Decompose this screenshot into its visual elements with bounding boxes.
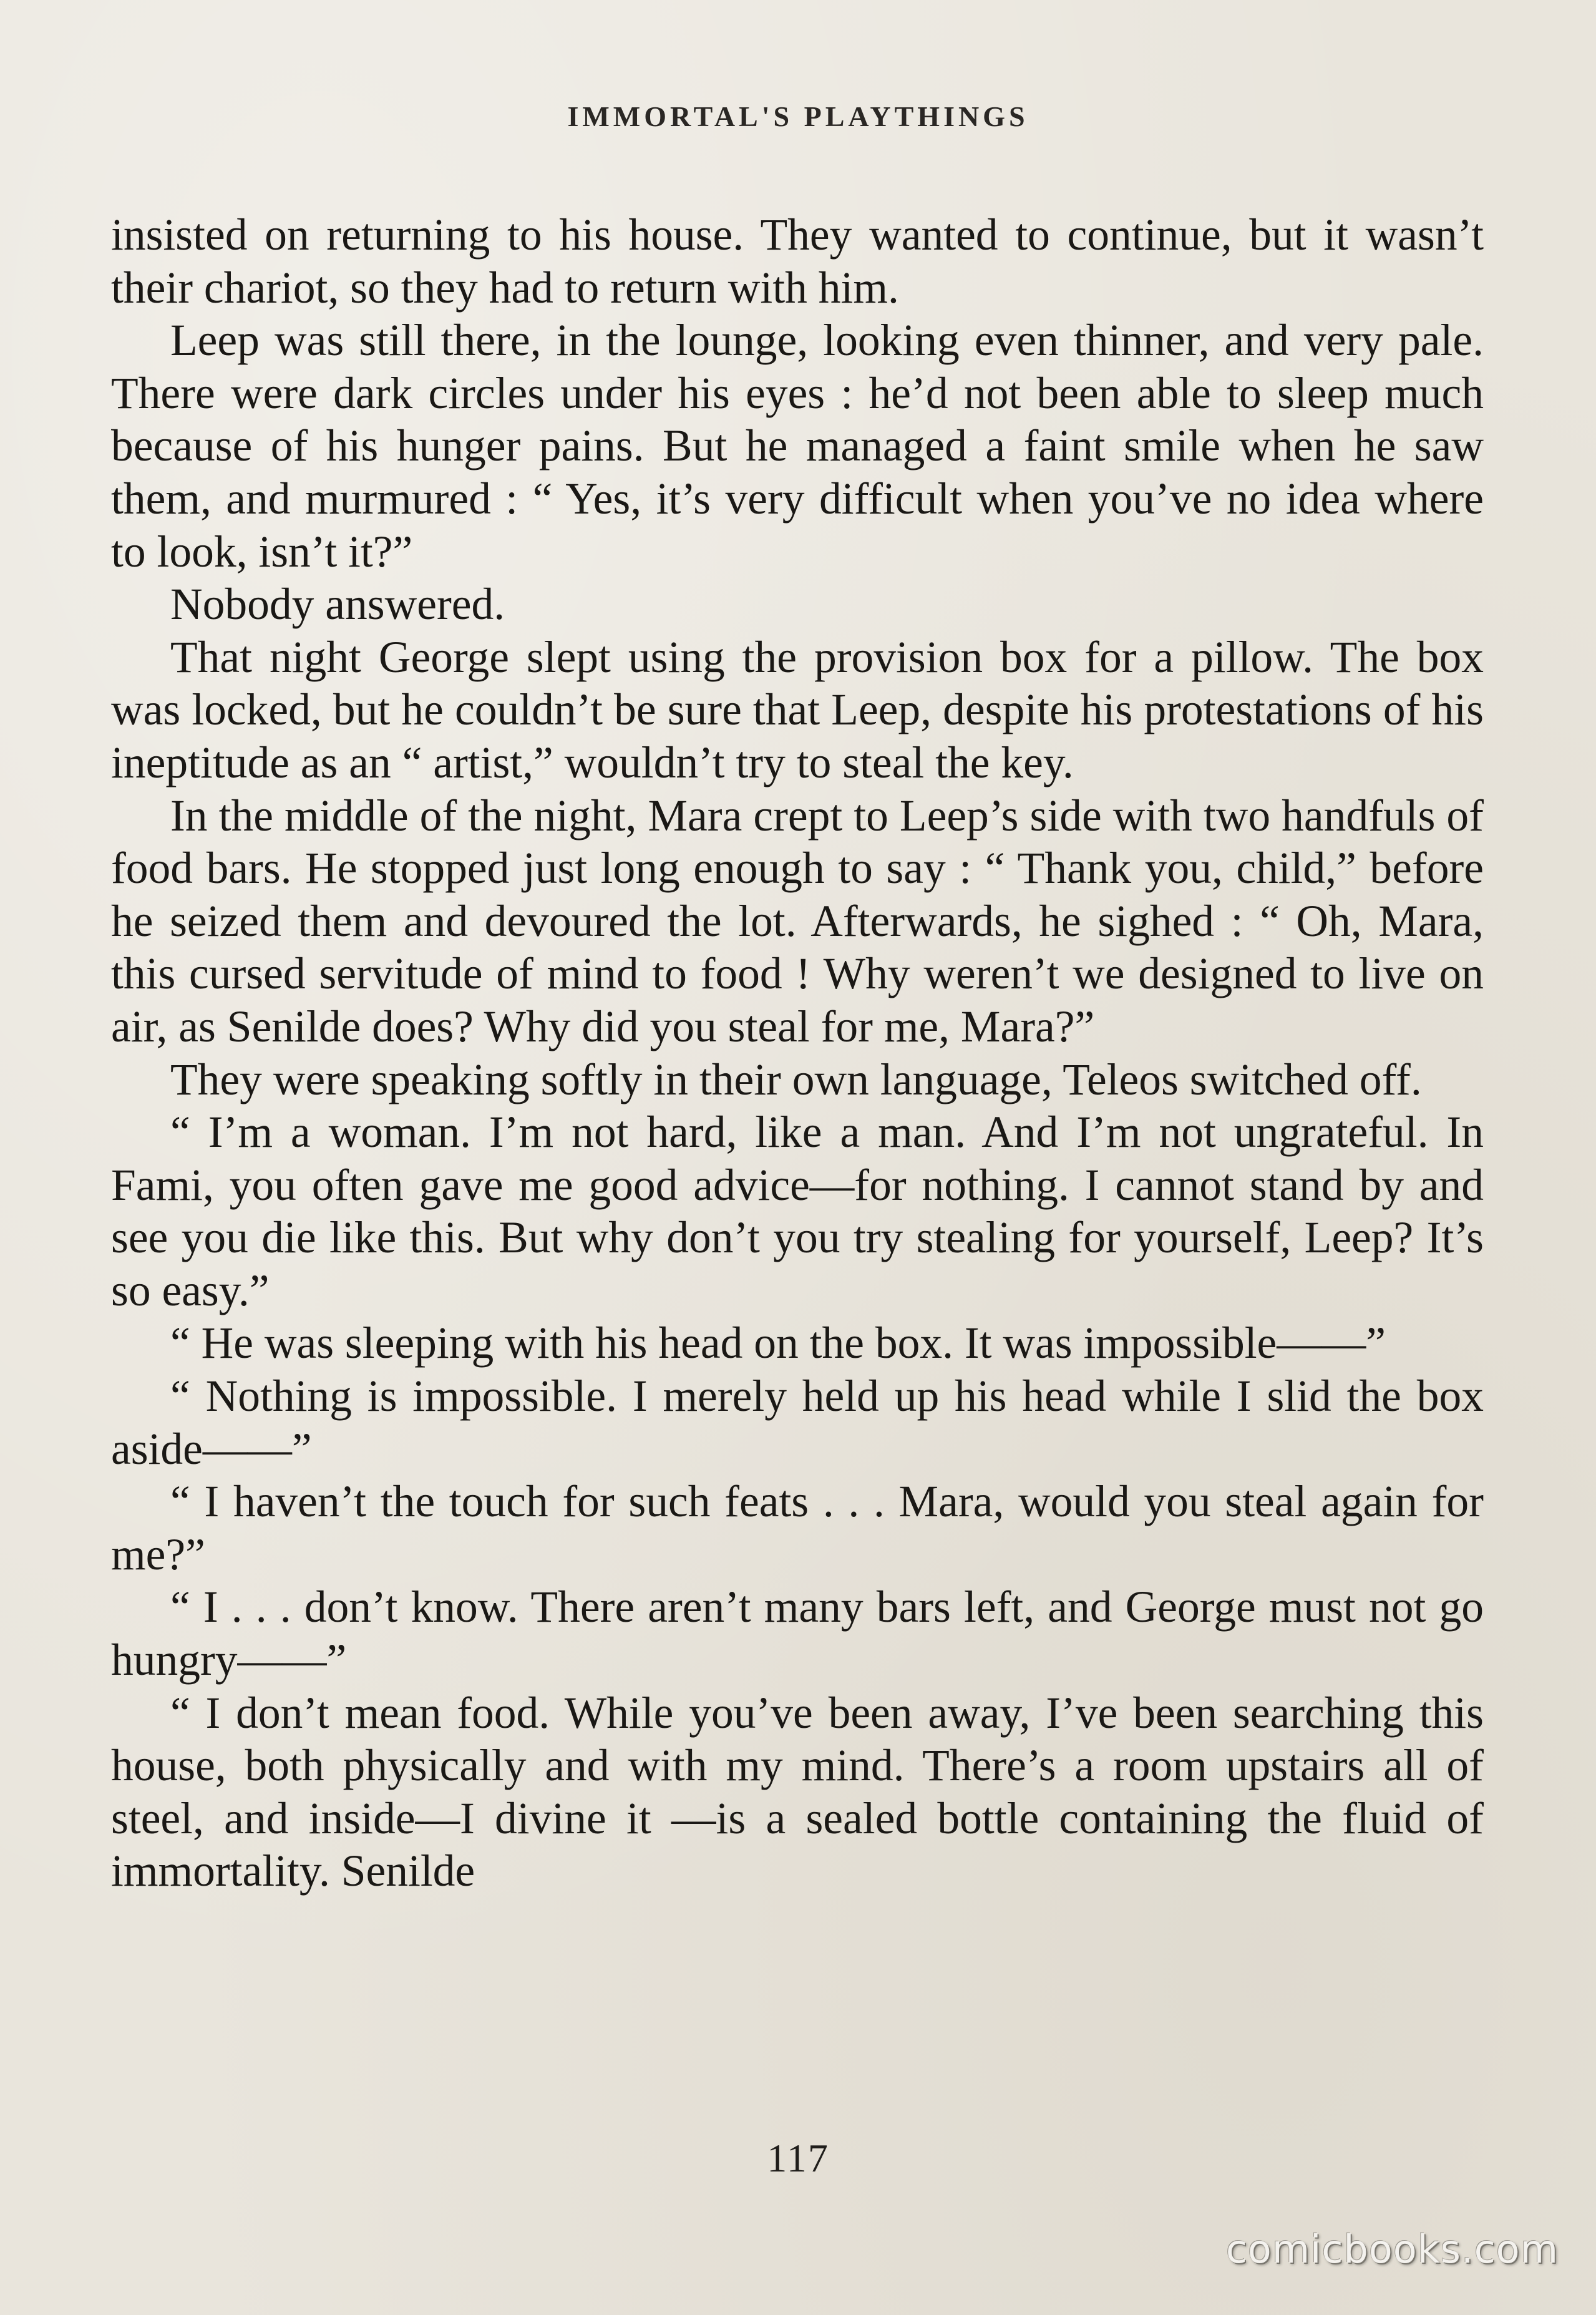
running-title: IMMORTAL'S PLAYTHINGS — [567, 100, 1029, 132]
paragraph: Nobody answered. — [170, 580, 505, 630]
watermark: comicbooks.com — [1225, 2226, 1559, 2272]
body-text — [111, 209, 1484, 1898]
paragraph: “ I’m a woman. I’m not hard, like a man. And I’m not ungrateful. In Fami, you often gave me good advice—for nothing. I cannot stand by and see you die like this. But why don’t you try stealing for yourself, Leep? It’s so easy.” — [111, 1108, 1484, 1315]
paragraph: “ I don’t mean food. While you’ve been away, I’ve been searching this house, both physically and with my mind. There’s a room upstairs all of steel, and inside—I divine it —is a sealed bottle containing the fluid of immortality. Senilde — [111, 1688, 1484, 1896]
page-number: 117 — [767, 2136, 829, 2180]
paragraph: “ Nothing is impossible. I merely held up his head while I slid the box aside——” — [111, 1372, 1484, 1474]
paragraph: “ I haven’t the touch for such feats . . . Mara, would you steal again for me?” — [111, 1477, 1484, 1579]
paragraph: “ I . . . don’t know. There aren’t many bars left, and George must not go hungry——” — [111, 1582, 1484, 1685]
paragraph: Leep was still there, in the lounge, looking even thinner, and very pale. There were dark circles under his eyes : he’d not been able to sleep much because of his hunger pains. But he managed a faint smile when he saw them, and murmured : “ Yes, it’s very difficult when you’ve no idea where to look, isn’t it?” — [111, 316, 1484, 577]
paragraph: insisted on returning to his house. They wanted to continue, but it wasn’t their chariot, so they had to return with him. — [111, 210, 1484, 313]
paragraph: That night George slept using the provision box for a pillow. The box was locked, but he couldn’t be sure that Leep, despite his protestations of his ineptitude as an “ artist,” wouldn’t try to steal the key. — [111, 632, 1484, 787]
paragraph: “ He was sleeping with his head on the box. It was impossible——” — [170, 1318, 1386, 1368]
paragraph: They were speaking softly in their own language, Teleos switched off. — [170, 1055, 1422, 1104]
paragraph: In the middle of the night, Mara crept to Leep’s side with two handfuls of food bars. He stopped just long enough to say : “ Thank you, child,” before he seized them and devoured the lot. Afterwards, he sighed : “ Oh, Mara, this cursed servitude of mind to food ! Why weren’t we designed to live on air, as Senilde does? Why did you steal for me, Mara?” — [111, 791, 1484, 1051]
